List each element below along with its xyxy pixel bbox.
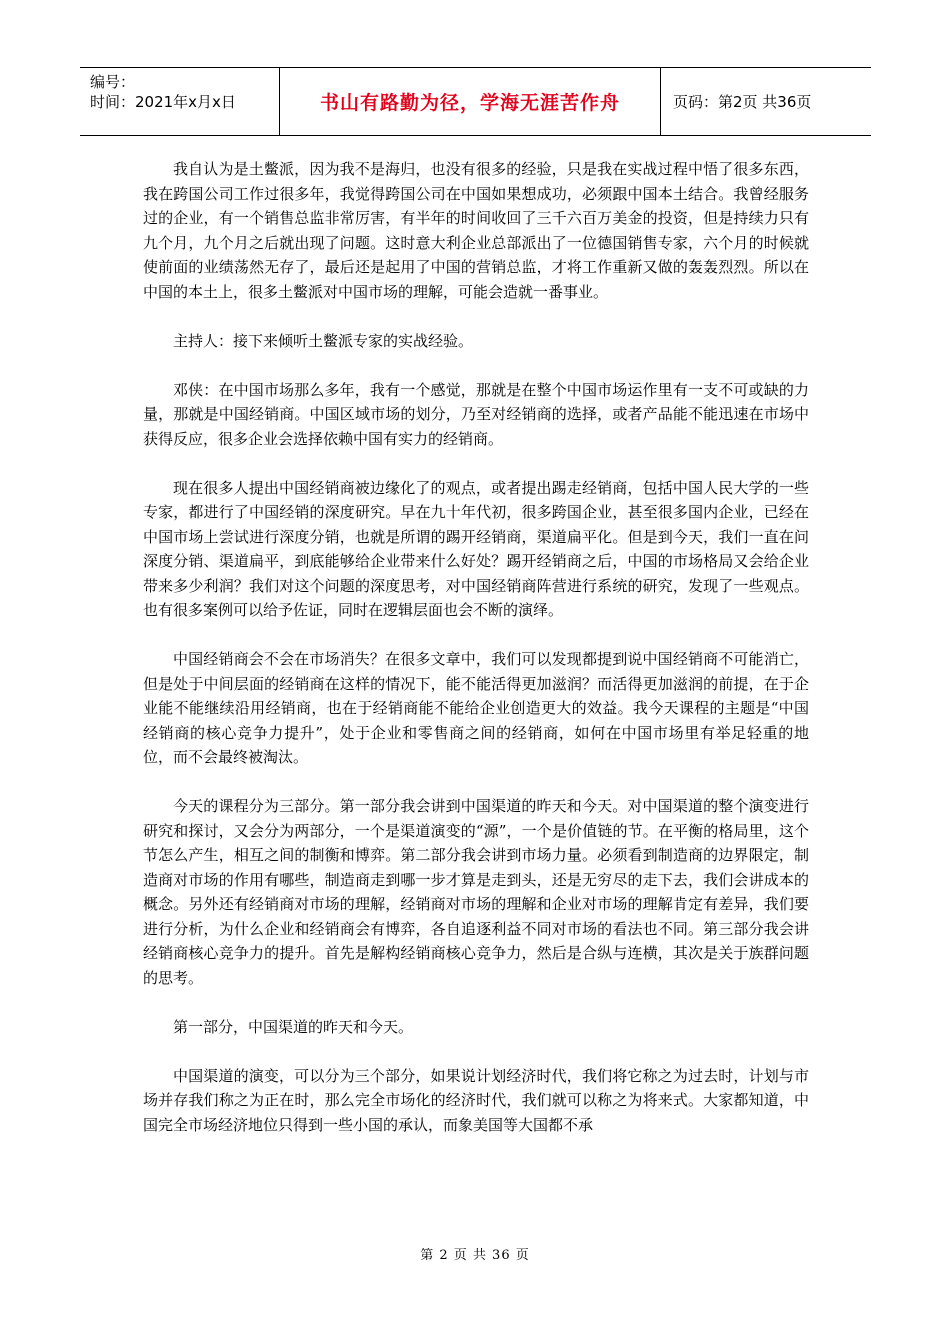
paragraph: 主持人：接下来倾听土鳖派专家的实战经验。 (173, 331, 474, 350)
footer-page-number: 第 2 页 共 36 页 (420, 1248, 530, 1263)
header-meta (80, 68, 280, 135)
paragraph: 现在很多人提出中国经销商被边缘化了的观点，或者提出踢走经销商，包括中国人民大学的一些专家，都进行了中国经销的深度研究。早在九十年代初，很多跨国企业，甚至很多国内企业，已经在中国市场上尝试进行深度分销，也就是所谓的踢开经销商，渠道扁平化。但是到今天，我们一直在问深度分销、渠道扁平，到底能够给企业带来什么好处？踢开经销商之后，中国的市场格局又会给企业带来多少利润？我们对这个问题的深度思考，对中国经销商阵营进行系统的研究，发现了一些观点。也有很多案例可以给予佐证，同时在逻辑层面也会不断的演绎。 (143, 478, 809, 619)
paragraph: 今天的课程分为三部分。第一部分我会讲到中国渠道的昨天和今天。对中国渠道的整个演变进行研究和探讨，又会分为两部分，一个是渠道演变的“源”，一个是价值链的节。在平衡的格局里，这个节怎么产生，相互之间的制衡和博弈。第二部分我会讲到市场力量。必须看到制造商的边界限定，制造商对市场的作用有哪些，制造商走到哪一步才算是走到头，还是无穷尽的走下去，我们会讲成本的概念。另外还有经销商对市场的理解，经销商对市场的理解和企业对市场的理解肯定有差异，我们要进行分析，为什么企业和经销商会有博弈，各自追逐利益不同对市场的看法也不同。第三部分我会讲经销商核心竞争力的提升。首先是解构经销商核心竞争力，然后是合纵与连横，其次是关于族群问题的思考。 (143, 797, 809, 987)
paragraph: 邓侠：在中国市场那么多年，我有一个感觉，那就是在整个中国市场运作里有一支不可或缺的力量，那就是中国经销商。中国区域市场的划分，乃至对经销商的选择，或者产品能不能迅速在市场中获得反应，很多企业会选择依赖中国有实力的经销商。 (143, 380, 809, 448)
paragraph: 第一部分，中国渠道的昨天和今天。 (173, 1017, 414, 1036)
document-body (143, 157, 809, 1162)
number-label: 编号： (90, 73, 136, 91)
header-page-cell (661, 68, 871, 135)
time-label: 时间：2021年x月x日 (90, 93, 236, 111)
paragraph: 我自认为是土鳖派，因为我不是海归，也没有很多的经验，只是我在实战过程中悟了很多东西，我在跨国公司工作过很多年，我觉得跨国公司在中国如果想成功，必须跟中国本土结合。我曾经服务过的企业，有一个销售总监非常厉害，有半年的时间收回了三千六百万美金的投资，但是持续力只有九个月，九个月之后就出现了问题。这时意大利企业总部派出了一位德国销售专家，六个月的时候就使前面的业绩荡然无存了，最后还是起用了中国的营销总监，才将工作重新又做的轰轰烈烈。所以在中国的本土上，很多土鳖派对中国市场的理解，可能会造就一番事业。 (143, 160, 809, 301)
page-footer (0, 1244, 950, 1263)
motto: 书山有路勤为径，学海无涯苦作舟 (319, 92, 620, 114)
page-header (80, 67, 871, 136)
header-motto-cell (280, 68, 661, 135)
paragraph: 中国渠道的演变，可以分为三个部分，如果说计划经济时代，我们将它称之为过去时，计划与市场并存我们称之为正在时，那么完全市场化的经济时代，我们就可以称之为将来式。大家都知道，中国完全市场经济地位只得到一些小国的承认，而象美国等大国都不承 (143, 1066, 809, 1134)
paragraph: 中国经销商会不会在市场消失？在很多文章中，我们可以发现都提到说中国经销商不可能消亡，但是处于中间层面的经销商在这样的情况下，能不能活得更加滋润？而活得更加滋润的前提，在于企业能不能继续沿用经销商，也在于经销商能不能给企业创造更大的效益。我今天课程的主题是“中国经销商的核心竞争力提升”，处于企业和零售商之间的经销商，如何在中国市场里有举足轻重的地位，而不会最终被淘汰。 (143, 650, 809, 766)
page-label: 页码：第2页 共36页 (673, 93, 812, 111)
